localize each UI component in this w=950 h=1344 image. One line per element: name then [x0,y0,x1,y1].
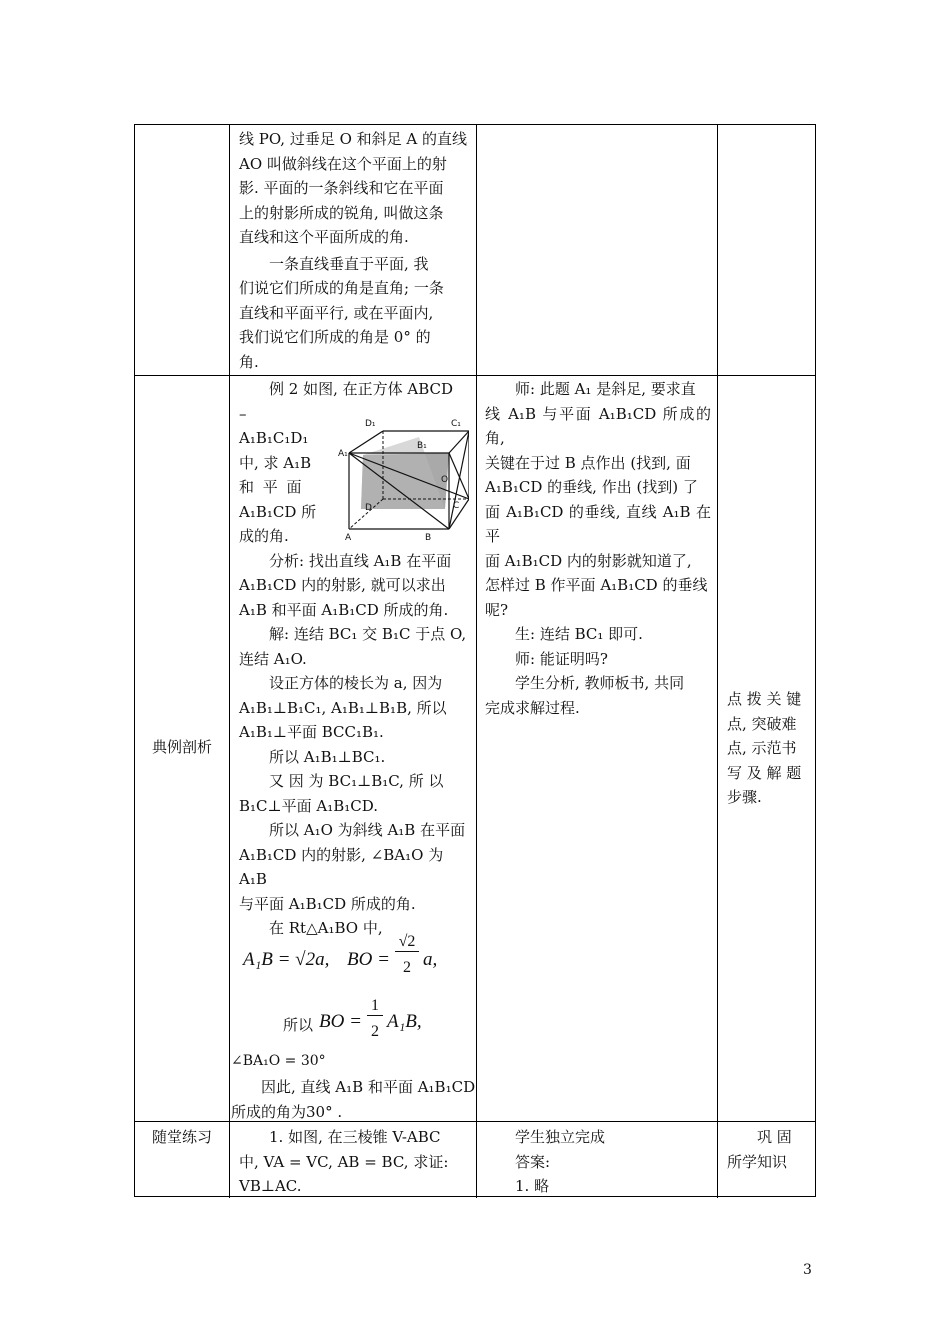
lesson-table [134,124,816,1197]
exercise-activity: 学生独立完成 答案: 1. 略 [515,1128,606,1195]
figure-label: B₁ [417,441,427,451]
formula-bo-lhs: BO = [347,949,390,970]
conclusion: 因此, 直线 A₁B 和平面 A₁B₁CD 所成的角为30° . [231,1078,476,1121]
formula-a1b: A₁B = √2a, [243,949,330,970]
design-intent: 点 拨 关 键 点, 突破难 点, 示范书 写 及 解 题 步骤. [727,690,802,806]
figure-label: C [453,501,460,511]
page-number: 3 [803,1262,812,1278]
column-divider [229,125,230,1198]
formula2-num: 1 [367,997,383,1016]
exercise-intent: 巩 固 所学知识 [727,1128,792,1171]
figure-label: C₁ [451,419,461,429]
stage-label: 随堂练习 [151,1128,212,1146]
figure-label: B [425,533,432,543]
formula-bo-num: √2 [395,933,419,952]
figure-label: O [441,475,449,485]
column-divider [717,125,718,1198]
stage-label: 典例剖析 [151,738,212,756]
formula2-tail: A₁B, [387,1011,422,1032]
figure-label: D [365,503,372,513]
formula2-den: 2 [371,1023,379,1040]
angle-result: ∠BA₁O = 30° [231,1053,326,1069]
teacher-student-activity: 师: 此题 A₁ 是斜足, 要求直 线 A₁B 与平面 A₁B₁CD 所成的角, 关键在于过 B 点作出 (找到, 面 A₁B₁CD 的垂线, 作出 (找到) 了 面 A₁B₁CD 的垂线, 直线 A₁B 在平 面 A₁B₁CD 内的射影就知道了, 怎样过 B 作平面 A₁B₁CD 的垂线 呢? 生: 连结 BC₁ 即可. 师: 能证明吗? 学生分析, 教师板书, 共同 完成求解过程. [485,380,711,717]
figure-label: D₁ [365,419,376,429]
formula-bo-tail: a, [423,949,438,970]
figure-label: A₁ [338,449,348,459]
row1-content: 线 PO, 过垂足 O 和斜足 A 的直线 AO 叫做斜线在这个平面上的射 影. 平面的一条斜线和它在平面 上的射影所成的锐角, 叫做这条 直线和这个平面所成的角. 一条直线垂直于平面, 我 们说它们所成的角是直角; 一条 直线和平面平行, 或在平面内, 我们说它们所成的角是 0° 的 角. [239,130,468,371]
cube-figure [341,417,469,539]
exercise-content: 1. 如图, 在三棱锥 V-ABC 中, VA = VC, AB = BC, 求证: VB⊥AC. [239,1128,449,1195]
formula2-prefix: 所以 [283,1016,314,1034]
figure-label: A [345,533,352,543]
example-content: 例 2 如图, 在正方体 ABCD – A₁B₁C₁D₁ 中, 求 A₁B 和 平 面 A₁B₁CD 所 成的角. 分析: 找出直线 A₁B 在平面 A₁B₁CD 内的射影, 就可以求出 A₁B 和平面 A₁B₁CD 所成的角. 解: 连结 BC₁ 交 B₁C 于点 O, 连结 A₁O. 设正方体的棱长为 a, 因为 A₁B₁⊥B₁C₁, A₁B₁⊥B₁B, 所以 A₁B₁⊥平面 BCC₁B₁. 所以 A₁B₁⊥BC₁. 又 因 为 BC₁⊥B₁C, 所 以 B₁C⊥平面 A₁B₁CD. 所以 A₁O 为斜线 A₁B 在平面 A₁B₁CD 内的射影, ∠BA₁O 为 A₁B 与平面 A₁B₁CD 所成的角. 在 Rt△A₁BO 中, [239,380,467,937]
formula2-lhs: BO = [319,1011,362,1032]
formula-bo-den: 2 [403,959,411,976]
column-divider [476,125,477,1198]
row-divider [135,375,815,376]
